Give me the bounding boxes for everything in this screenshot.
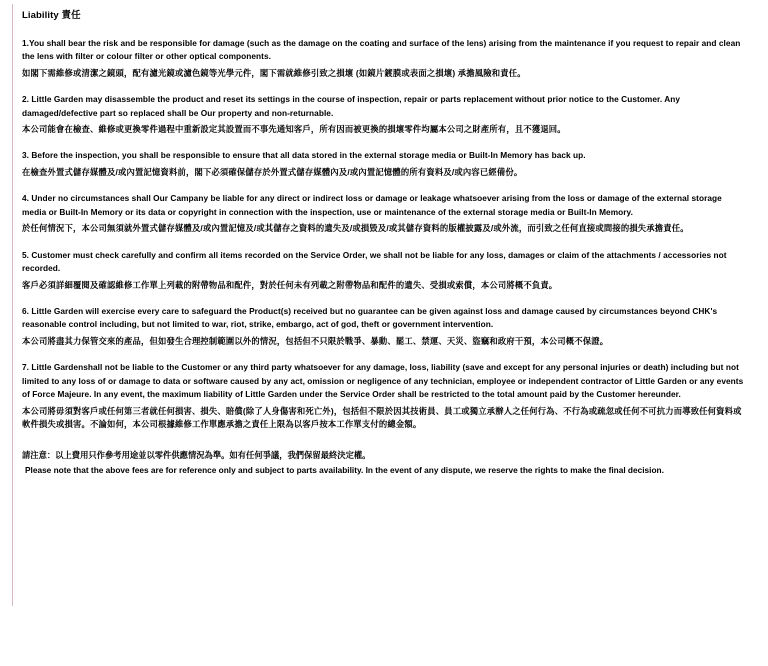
clause-2-cjk: 本公司能會在檢查、維修或更換零件過程中重新設定其設置而不事先通知客戶，所有因而被更換的損壞零件均屬本公司之財產所有，且不獲退回。 — [22, 124, 566, 134]
clause-2 — [22, 93, 746, 136]
clause-5-cjk: 客戶必須詳細覆閱及確認維修工作單上列載的附帶物品和配件，對於任何未有列載之附帶物品和配件的遺失、受損或索償，本公司將概不負責。 — [22, 279, 558, 290]
page-left-rule — [12, 4, 13, 606]
clause-6 — [22, 305, 746, 348]
clause-4 — [22, 192, 746, 235]
clause-3 — [22, 149, 746, 179]
clause-6-en: 6. Little Garden will exercise every care to safeguard the Product(s) received but no guarantee can be given against loss and damage caused by circumstances beyond CHK's reasonable control including, but not limited to war, riot, strike, embargo, act of god, theft or government intervention. — [22, 305, 718, 330]
clause-3-cjk: 在檢查外置式儲存媒體及/或內置記憶資料前，閣下必須確保儲存於外置式儲存媒體內及/或內置記憶體的所有資料及/或內容已經備份。 — [22, 166, 523, 177]
page-title: Liability 責任 — [22, 10, 81, 21]
final-note-cjk: 請注意：以上費用只作參考用途並以零件供應情況為準。如有任何爭議，我們保留最終決定權。 — [22, 450, 371, 461]
final-note-en: Please note that the above fees are for reference only and subject to parts availability. In the event of any dispute, we reserve the rights to make the final decision. — [25, 464, 664, 475]
clause-4-en: 4. Under no circumstances shall Our Campany be liable for any direct or indirect loss or damage or leakage whatsoever arising from the loss or damage of the external storage media or Built-In Memory or its data or copyright in connection with the inspection, use or maintenance of the external storage media or Built-In Memory. — [22, 193, 722, 217]
clause-2-en: 2. Little Garden may disassemble the product and reset its settings in the course of inspection, repair or parts replacement without prior notice to the Customer. Any damaged/defective part so replaced shall be Our property and non-returnable. — [22, 94, 681, 118]
clause-1-cjk: 如閣下需維修或清潔之鏡頭，配有濾光鏡或濾色鏡等光學元件，閣下需就維修引致之損壞 (如鏡片鍍膜或表面之損壞) 承擔風險和責任。 — [22, 67, 526, 78]
clause-7-en: 7. Little Gardenshall not be liable to the Customer or any third party whatsoever for any damage, loss, liability (save and except for any personal injuries or death) including but not limited to any loss of or damage to data or software caused by any act, omission or negligence of any technician, employee or independent contractor of Little Garden or any events of Force Majeure. In any event, the maximum liability of Little Garden under the Service Order shall be restricted to the total amount paid by the Customer hereunder. — [22, 362, 744, 400]
clause-1 — [22, 37, 746, 80]
clause-1-en: 1.You shall bear the risk and be responsible for damage (such as the damage on the coating and surface of the lens) arising from the maintenance if you request to repair and clean the lens with filter or colour filter or other optical components. — [22, 37, 741, 62]
clause-5-en: 5. Customer must check carefully and confirm all items recorded on the Service Order, we shall not be liable for any loss, damages or claim of the attachments / accessories not recorded. — [22, 249, 727, 274]
clause-6-cjk: 本公司將盡其力保管交來的產品，但如發生合理控制範圍以外的情況，包括但不只限於戰爭、暴動、罷工、禁運、天災、盜竊和政府干預，本公司概不保證。 — [22, 335, 609, 346]
final-note — [22, 448, 746, 476]
clause-5 — [22, 249, 746, 292]
clause-3-en: 3. Before the inspection, you shall be responsible to ensure that all data stored in the external storage media or Built-In Memory has back up. — [22, 150, 586, 161]
clause-7 — [22, 361, 746, 431]
clause-7-cjk: 本公司將毋須對客戶或任何第三者就任何損害、損失、賠償(除了人身傷害和死亡外)，包括但不限於因其技術員、員工或獨立承辦人之任何行為、不行為或疏忽或任何不可抗力而導致任何資料或軟件損失或損害。不論如何，本公司根據維修工作單應承擔之責任上限為以客戶按本工作單支付的總金額。 — [22, 405, 742, 429]
clause-4-cjk: 於任何情況下，本公司無須就外置式儲存媒體及/或內置記憶及/或其儲存之資料的遺失及/或損毀及/或其儲存資料的版權披露及/或外流，而引致之任何直接或間接的損失承擔責任。 — [22, 223, 689, 234]
